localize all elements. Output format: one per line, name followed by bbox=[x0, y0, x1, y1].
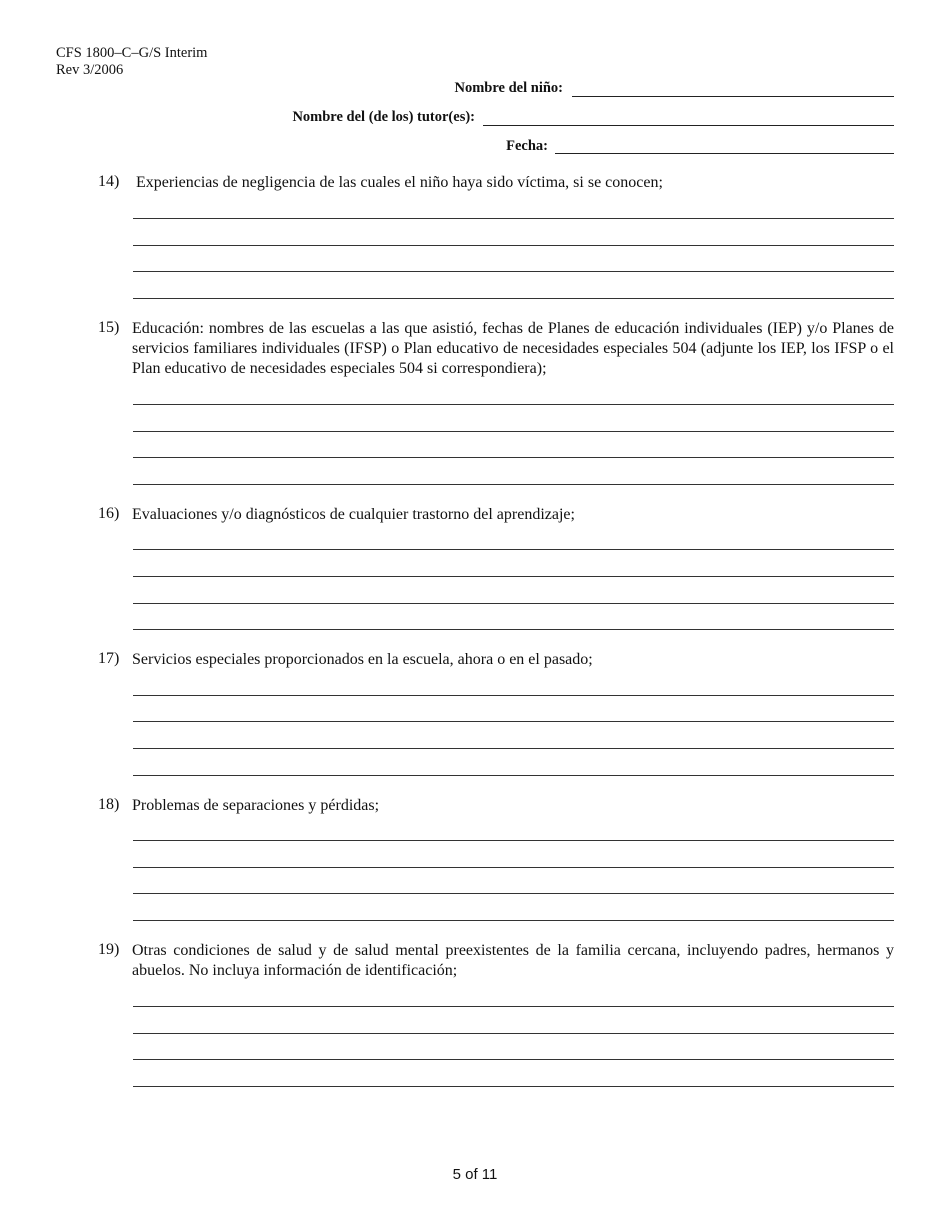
answer-line[interactable] bbox=[133, 893, 894, 894]
child-name-label: Nombre del niño: bbox=[454, 80, 563, 96]
answer-line[interactable] bbox=[133, 576, 894, 577]
answer-line[interactable] bbox=[133, 1033, 894, 1034]
answer-line[interactable] bbox=[133, 603, 894, 604]
answer-line[interactable] bbox=[133, 775, 894, 776]
answer-line[interactable] bbox=[133, 245, 894, 246]
answer-line[interactable] bbox=[133, 404, 894, 405]
answer-line[interactable] bbox=[133, 218, 894, 219]
answer-line[interactable] bbox=[133, 271, 894, 272]
form-code bbox=[56, 45, 207, 79]
date-label: Fecha: bbox=[506, 138, 548, 154]
answer-line[interactable] bbox=[133, 721, 894, 722]
question-number: 18) bbox=[98, 796, 120, 813]
guardian-name-field[interactable] bbox=[483, 125, 894, 126]
answer-line[interactable] bbox=[133, 457, 894, 458]
question-number: 16) bbox=[98, 505, 120, 522]
form-revision: Rev 3/2006 bbox=[56, 62, 124, 78]
question-text: Otras condiciones de salud y de salud mental preexistentes de la familia cercana, incluyendo padres, hermanos y abuelos. No incluya información de identificación; bbox=[132, 942, 894, 979]
answer-line[interactable] bbox=[133, 867, 894, 868]
question-text: Experiencias de negligencia de las cuales el niño haya sido víctima, si se conocen; bbox=[132, 174, 663, 191]
date-field[interactable] bbox=[555, 153, 894, 154]
answer-line[interactable] bbox=[133, 840, 894, 841]
answer-line[interactable] bbox=[133, 695, 894, 696]
child-name-field[interactable] bbox=[572, 96, 894, 97]
form-code-title: CFS 1800–C–G/S Interim bbox=[56, 45, 208, 61]
answer-line[interactable] bbox=[133, 298, 894, 299]
question-number: 19) bbox=[98, 941, 120, 958]
question-number: 15) bbox=[98, 319, 120, 336]
question-text: Evaluaciones y/o diagnósticos de cualquier trastorno del aprendizaje; bbox=[132, 506, 575, 523]
answer-line[interactable] bbox=[133, 1086, 894, 1087]
answer-line[interactable] bbox=[133, 748, 894, 749]
answer-line[interactable] bbox=[133, 431, 894, 432]
answer-line[interactable] bbox=[133, 549, 894, 550]
page-number: 5 of 11 bbox=[452, 1166, 498, 1183]
question-text: Educación: nombres de las escuelas a las que asistió, fechas de Planes de educación individuales (IEP) y/o Planes de servicios familiares individuales (IFSP) o Plan educativo de necesidades especiales 504 (adjunte los IEP, los IFSP o el Plan educativo de necesidades especiales 504 si correspondiera); bbox=[132, 320, 894, 377]
answer-line[interactable] bbox=[133, 1059, 894, 1060]
answer-line[interactable] bbox=[133, 920, 894, 921]
answer-line[interactable] bbox=[133, 629, 894, 630]
answer-line[interactable] bbox=[133, 1006, 894, 1007]
guardian-name-label: Nombre del (de los) tutor(es): bbox=[292, 109, 475, 125]
question-text: Problemas de separaciones y pérdidas; bbox=[132, 797, 380, 814]
question-text: Servicios especiales proporcionados en la escuela, ahora o en el pasado; bbox=[132, 651, 593, 668]
answer-line[interactable] bbox=[133, 484, 894, 485]
question-number: 14) bbox=[98, 173, 120, 190]
question-number: 17) bbox=[98, 650, 120, 667]
